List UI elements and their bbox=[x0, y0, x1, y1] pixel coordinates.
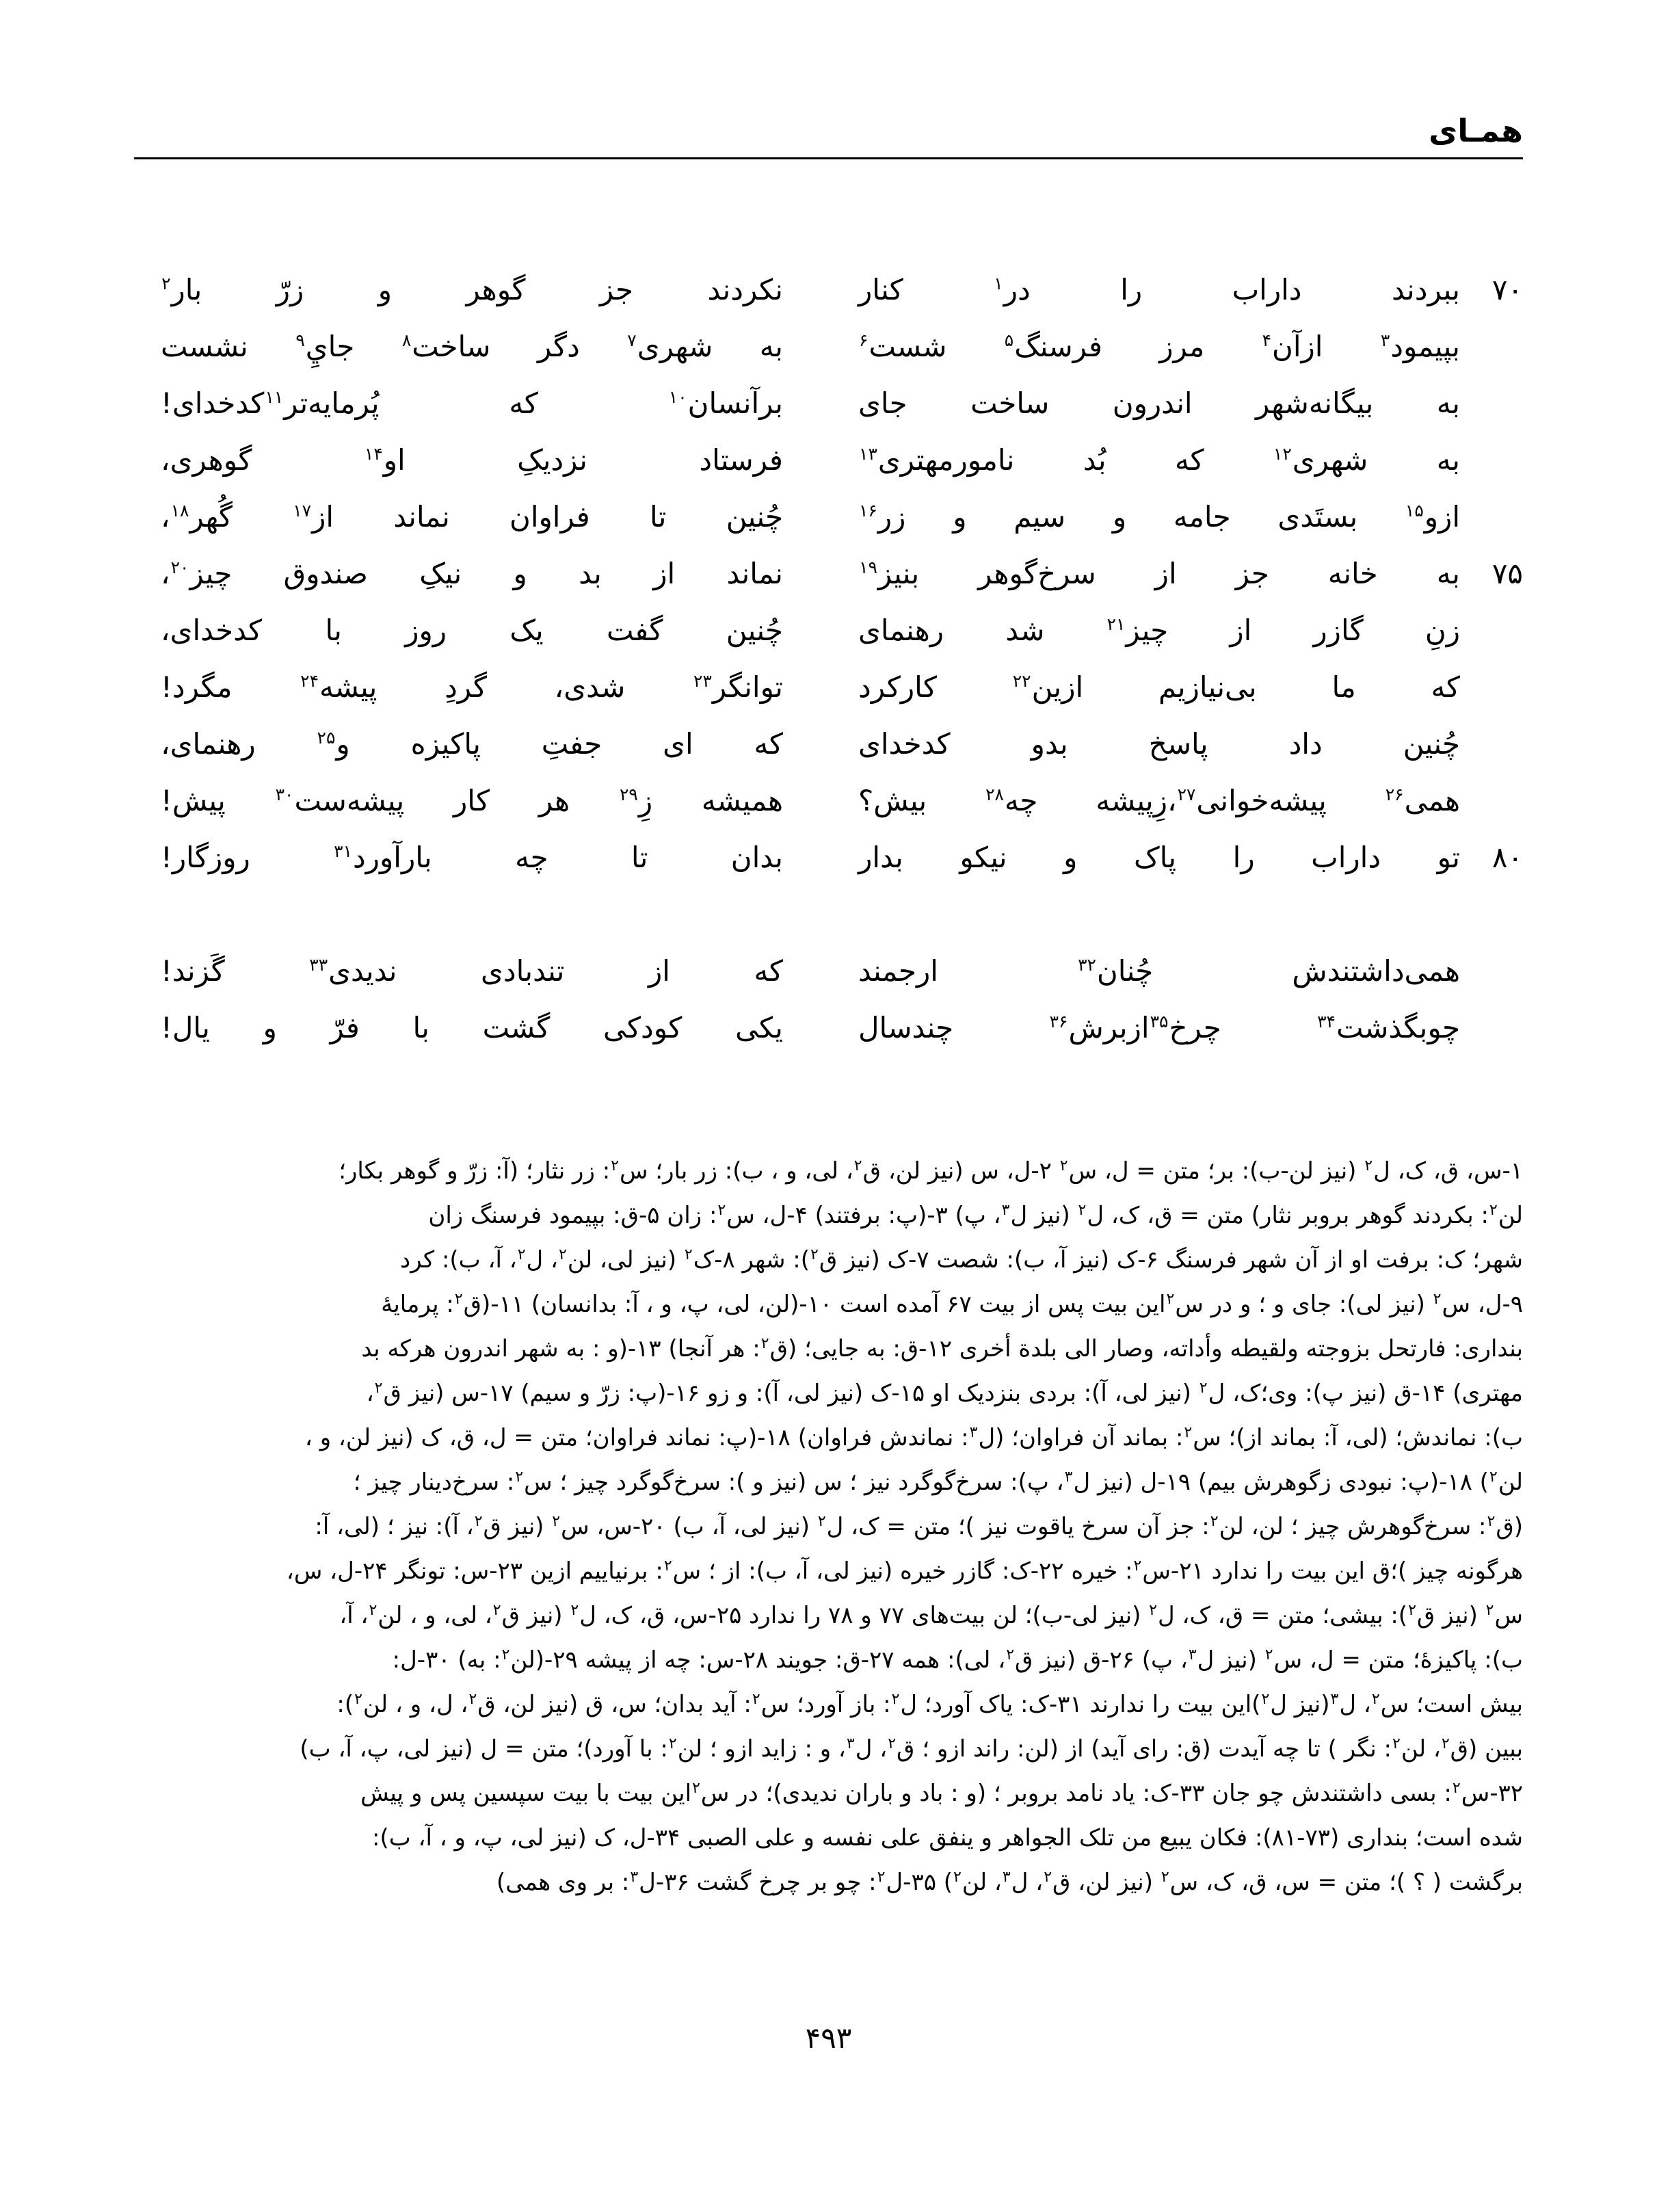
hemistich-second: چُنین گفت یک روز با کدخدای، bbox=[161, 614, 783, 647]
apparatus-line: (ق$^۲$: سرخ‌گوهرش چیز ؛ لن، لن$^۲$: جز آن سرخ یاقوت نیز )؛ متن = ک، ل$^۲$ (نیز لی، آ، ب) ۲۰-س، س$^۲$ (نیز ق$^۲$، آ): نیز ؛ (لی، آ: bbox=[315, 1512, 1523, 1540]
hemistich-second: که از تندبادی ندیدی$^{۳۳}$ گَزند! bbox=[161, 954, 783, 988]
apparatus-line: ۳۲-س$^۲$: بسی داشتندش چو جان ۳۳-ک: یاد نامد بروبر ؛ (و : باد و باران ندیدی)؛ در س$^۲$این بیت با بیت سپسین پس و پیش bbox=[360, 1779, 1523, 1807]
apparatus-line: ب): نماندش؛ (لی، آ: بماند از)؛ س$^۲$: بماند آن فراوان؛ (ل$^۳$: نماندش فراوان) ۱۸-(پ: نماند فراوان؛ متن = ل، ق، ک (نیز لن، و ، bbox=[304, 1423, 1523, 1451]
verse-row bbox=[134, 1012, 1523, 1068]
apparatus-line: ۹-ل، س$^۲$ (نیز لی): جای و ؛ و در س$^۲$این بیت پس از بیت ۶۷ آمده است ۱۰-(لن، لی، پ، و ، آ: بدانسان) ۱۱-(ق$^۲$: پرمایهٔ bbox=[381, 1290, 1523, 1318]
hemistich-first: زنِ گازر از چیز$^{۲۱}$ شد رهنمای bbox=[858, 614, 1460, 647]
verse-row bbox=[134, 955, 1523, 1012]
verse-row bbox=[134, 898, 1523, 955]
hemistich-first: ازو$^{۱۵}$ بستَدی جامه و سیم و زر$^{۱۶}$ bbox=[859, 500, 1460, 534]
apparatus-line: مهتری) ۱۴-ق (نیز پ): وی؛ک، ل$^۲$ (نیز لی، آ): بردی بنزدیک او ۱۵-ک (نیز لی، آ): و زو ۱۶-(پ: زرّ و سیم) ۱۷-س (نیز ق$^۲$، bbox=[366, 1379, 1523, 1407]
hemistich-first: تو داراب را پاک و نیکو بدار bbox=[858, 841, 1460, 874]
verse-row bbox=[134, 614, 1523, 671]
verse-row bbox=[134, 841, 1523, 898]
hemistich-second: برآنسان$^{۱۰}$ که پُرمایه‌تر$^{۱۱}$کدخدای! bbox=[161, 386, 783, 420]
verse-row bbox=[134, 671, 1523, 728]
apparatus-line: س$^۲$ (نیز ق$^۲$): بیشی؛ متن = ق، ک، ل$^۲$ (نیز لی-ب)؛ لن بیت‌های ۷۷ و ۷۸ را ندارد ۲۵-س، ق، ک، ل$^۲$ (نیز ق$^۲$، لی، و ، لن$^۲$، آ، bbox=[339, 1601, 1523, 1629]
verse-number: ۸۰ bbox=[1492, 841, 1523, 874]
apparatus-line: بیش است؛ س$^۲$، ل$^۳$(نیز ل$^۲$)این بیت را ندارند ۳۱-ک: یاک آورد؛ ل$^۲$: باز آورد؛ س$^۲$: آید بدان؛ س، ق (نیز لن، ق$^۲$، ل، و ، لن$^۲$): bbox=[336, 1690, 1523, 1718]
verse-number: ۷۵ bbox=[1492, 557, 1523, 590]
hemistich-first: به خانه جز از سرخ‌گوهر بنیز$^{۱۹}$ bbox=[859, 557, 1460, 590]
apparatus-line: شده است؛ بنداری (۷۳-۸۱): فکان یبیع من تلک الجواهر و ینفق علی نفسه و علی الصبی ۳۴-ل، ک (نیز لی، پ، و ، آ، ب): bbox=[371, 1824, 1523, 1852]
hemistich-second: بدان تا چه بارآورد$^{۳۱}$ روزگار! bbox=[161, 841, 783, 874]
hemistich-second: که ای جفتِ پاکیزه و$^{۲۵}$ رهنمای، bbox=[161, 727, 783, 761]
apparatus-line: ۱-س، ق، ک، ل$^۲$ (نیز لن-ب): بر؛ متن = ل، س$^۲$ ۲-ل، س (نیز لن، ق$^۲$، لی، و ، ب): زر بار؛ س$^۲$: زر نثار؛ (آ: زرّ و گوهر بکار؛ bbox=[339, 1157, 1523, 1185]
apparatus-line: ب): پاکیزهٔ؛ متن = ل، س$^۲$ (نیز ل$^۳$، پ) ۲۶-ق (نیز ق$^۲$، لی): همه ۲۷-ق: جویند ۲۸-س: چه از پیشه ۲۹-(لن$^۲$: به) ۳۰-ل: bbox=[392, 1646, 1523, 1674]
verse-row bbox=[134, 274, 1523, 330]
verse-row bbox=[134, 387, 1523, 444]
hemistich-first: چوبگذشت$^{۳۴}$ چرخ$^{۳۵}$ازبرش$^{۳۶}$ چندسال bbox=[858, 1011, 1460, 1044]
hemistich-second: چُنین تا فراوان نماند از$^{۱۷}$ گُهر$^{۱۸}$، bbox=[161, 500, 783, 534]
hemistich-first: بپیمود$^۳$ ازآن$^۴$ مرز فرسنگ$^۵$ شست$^۶$ bbox=[859, 330, 1460, 363]
hemistich-second: توانگر$^{۲۳}$ شدی، گردِ پیشه$^{۲۴}$ مگرد! bbox=[161, 670, 783, 704]
running-head-title: همـای bbox=[1429, 112, 1523, 149]
hemistich-second: به شهری$^۷$ دگر ساخت$^۸$ جايِ$^۹$ نشست bbox=[161, 330, 783, 363]
hemistich-first: همی‌داشتندش چُنان$^{۳۲}$ ارجمند bbox=[858, 954, 1460, 988]
apparatus-line: هرگونه چیز )؛ق این بیت را ندارد ۲۱-س$^۲$: خیره ۲۲-ک: گازر خیره (نیز لی، آ، ب): از ؛ س$^۲$: برنیاییم ازین ۲۳-س: تونگر ۲۴-ل، س، bbox=[286, 1557, 1523, 1585]
hemistich-first: ببردند داراب را در$^۱$ کنار bbox=[858, 273, 1460, 306]
hemistich-second: یکی کودکی گشت با فرّ و یال! bbox=[161, 1011, 783, 1044]
verse-block bbox=[134, 274, 1523, 1068]
header-divider bbox=[134, 157, 1523, 159]
apparatus-criticus bbox=[134, 1149, 1523, 1905]
hemistich-second: نکردند جز گوهر و زرّ بار$^۲$ bbox=[161, 273, 783, 306]
apparatus-line: برگشت ( ؟ )؛ متن = س، ق، ک، س$^۲$ (نیز لن، ق$^۲$، ل$^۳$، لن$^۲$) ۳۵-ل$^۲$: چو بر چرخ گشت ۳۶-ل$^۳$: بر وی همی) bbox=[496, 1868, 1523, 1896]
hemistich-first: چُنین داد پاسخ بدو کدخدای bbox=[858, 727, 1460, 761]
apparatus-line: بنداری: فارتحل بزوجته ولقیطه وأداته، وصار الی بلدة أخری ۱۲-ق: به جایی؛ (ق$^۲$: هر آنجا) ۱۳-(و : به شهر اندرون هرکه بد bbox=[361, 1334, 1523, 1362]
apparatus-line: شهر؛ ک: برفت او از آن شهر فرسنگ ۶-ک (نیز آ، ب): شصت ۷-ک (نیز ق$^۲$): شهر ۸-ک$^۲$ (نیز لی، لن$^۲$، ل$^۲$، آ، ب): کرد bbox=[400, 1246, 1523, 1274]
apparatus-line: لن$^۲$: بکردند گوهر بروبر نثار) متن = ق، ک، ل$^۲$ (نیز ل$^۳$، پ) ۳-(پ: برفتند) ۴-ل، س$^۲$: زان ۵-ق: بپیمود فرسنگ زان bbox=[428, 1201, 1523, 1229]
hemistich-first: که ما بی‌نیازیم ازین$^{۲۲}$ کارکرد bbox=[858, 670, 1460, 704]
apparatus-line: ببین (ق$^۲$، لن$^۲$: نگر ) تا چه آیدت (ق: رای آید) از (لن: راند ازو ؛ ق$^۲$، ل$^۳$، و : زاید ازو ؛ لن$^۲$: با آورد)؛ متن = ل (نیز لی، پ، آ، ب) bbox=[300, 1735, 1523, 1763]
hemistich-second: نماند از بد و نیکِ صندوق چیز$^{۲۰}$، bbox=[161, 557, 783, 590]
verse-number: ۷۰ bbox=[1492, 273, 1523, 306]
hemistich-first: همی$^{۲۶}$ پیشه‌خوانی$^{۲۷}$،زِپیشه چه$^{۲۸}$ بیش؟ bbox=[858, 784, 1460, 817]
verse-row bbox=[134, 728, 1523, 785]
hemistich-second: فرستاد نزدیکِ او$^{۱۴}$ گوهری، bbox=[161, 443, 783, 477]
verse-row bbox=[134, 785, 1523, 841]
running-head bbox=[134, 112, 1523, 176]
hemistich-first: به بیگانه‌شهر اندرون ساخت جای bbox=[858, 386, 1460, 420]
hemistich-second: همیشه زِ$^{۲۹}$ هر کار پیشه‌ست$^{۳۰}$ پیش! bbox=[161, 784, 783, 817]
verse-row bbox=[134, 330, 1523, 387]
apparatus-line: لن$^۲$) ۱۸-(پ: نبودی زگوهرش بیم) ۱۹-ل (نیز ل$^۳$، پ): سرخ‌گوگرد نیز ؛ س (نیز و ): سرخ‌گوگرد چیز ؛ س$^۲$: سرخ‌دینار چیز ؛ bbox=[353, 1468, 1523, 1496]
hemistich-first: به شهری$^{۱۲}$ که بُد نامورمهتری$^{۱۳}$ bbox=[859, 443, 1460, 477]
verse-row bbox=[134, 444, 1523, 501]
verse-row bbox=[134, 501, 1523, 557]
folio-page-number: ۴۹۳ bbox=[805, 2021, 852, 2055]
verse-row bbox=[134, 557, 1523, 614]
